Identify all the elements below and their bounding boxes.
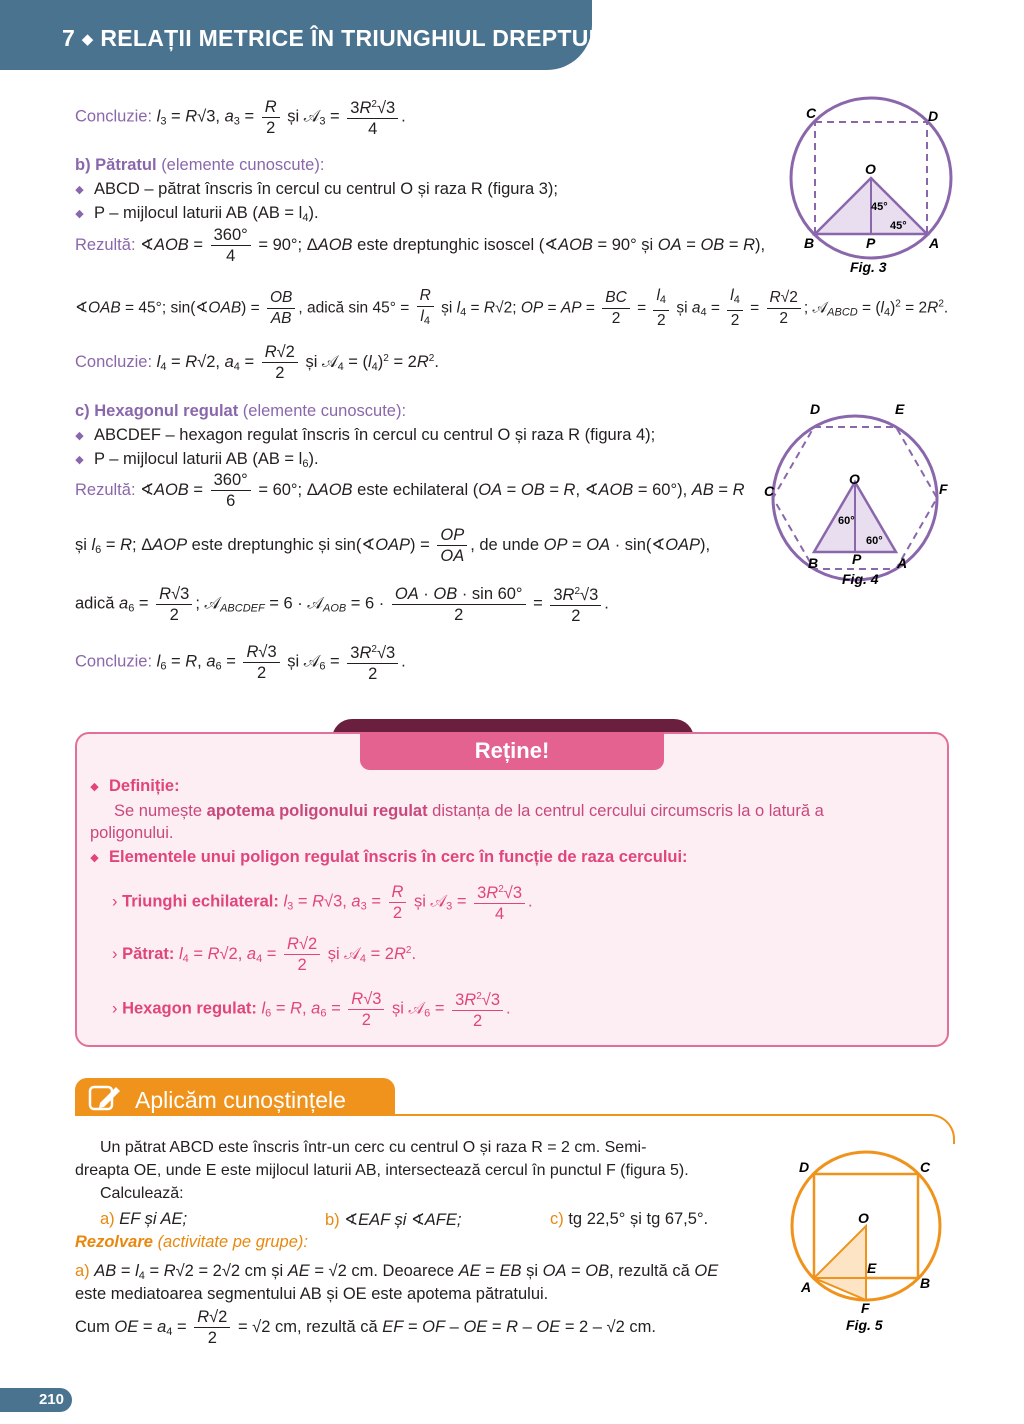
fig5-label: B bbox=[920, 1275, 931, 1291]
patrat-bullet-1: ◆ ABCD – pătrat înscris în cercul cu centrul O și raza R (figura 3); bbox=[75, 180, 558, 198]
fig4-label: O bbox=[849, 471, 860, 487]
page-number: 210 bbox=[0, 1388, 72, 1412]
def-text: poligonului. bbox=[90, 824, 174, 842]
aplicam-problem bbox=[75, 1136, 765, 1205]
hexagon-concluzie: Concluzie: $l_6 = R$, $a_6$ = $\frac{R√3}{2}$ și 𝒜$_6$ = $\frac{3R^2√3}{2}$ . bbox=[75, 640, 406, 684]
patrat-heading bbox=[75, 156, 324, 175]
solution-line-3: Cum OE = $a_4$ = $\frac{R√2}{2}$ = √2 cm, rezultă că EF = OF – OE = R – OE = 2 – √2 cm. bbox=[75, 1308, 656, 1347]
fig3-angle: 45° bbox=[871, 201, 888, 213]
retine-elemente: ◆ Elementele unui poligon regulat înscris în cerc în funcție de raza cercului: bbox=[90, 848, 688, 866]
problem-text: Un pătrat ABCD este înscris într-un cerc cu centrul O și raza R = 2 cm. Semi- bbox=[100, 1139, 647, 1156]
fig4-label: C bbox=[764, 483, 775, 499]
fig3-angle: 45° bbox=[890, 220, 907, 232]
rezolvare-note: (activitate pe grupe): bbox=[157, 1233, 308, 1251]
patrat-label: Pătrat: bbox=[122, 944, 175, 963]
figure-4 bbox=[760, 398, 960, 588]
chevron-right-icon: › bbox=[112, 944, 118, 963]
figure-5 bbox=[790, 1150, 950, 1340]
patrat-bullet-2: ◆ P – mijlocul laturii AB $(AB = l_4)$. bbox=[75, 204, 319, 224]
bullet-text: ABCDEF – hexagon regulat înscris în cercul cu centrul O și raza R (figura 4); bbox=[94, 426, 656, 444]
fig3-label: C bbox=[806, 105, 817, 121]
patrat-formula: ∢OAB = 45°; sin(∢OAB) = $\frac{OB}{AB}$ , adică sin 45° = $\frac{R}{l_4}$ și $l_4 = R√2$; OP = AP = $\frac{BC}{2}$ = $\frac{l_4}{2}$ și $a_4$ = $\frac{l_4}{2}$ = $\frac{R√2}{2}$ ; 𝒜$_{ABCD}$ = $(l_4)^2 = 2R^2$. bbox=[75, 287, 949, 329]
fig3-label: P bbox=[866, 235, 876, 251]
triunghi-label: Triunghi echilateral: bbox=[122, 892, 279, 911]
chapter-number: 7 bbox=[62, 25, 76, 51]
hexagon-heading-note: (elemente cunoscute): bbox=[242, 402, 407, 420]
diamond-icon: ◆ bbox=[81, 31, 94, 48]
chapter-title-text: RELAȚII METRICE ÎN TRIUNGHIUL DREPTUNGHIC bbox=[100, 25, 665, 51]
fig5-label: D bbox=[799, 1159, 810, 1175]
fig4-label: A bbox=[897, 555, 908, 571]
hexagon-arie: adică $a_6$ = $\frac{R√3}{2}$ ; 𝒜$_{ABCDEF}$ = 6 · 𝒜$_{AOB}$ = 6 · $\frac{OA \cdot OB \cdot \sin 60^\circ}{2}$ = $\frac{3R^2√3}{2}$ . bbox=[75, 582, 609, 626]
fig4-angle: 60° bbox=[838, 515, 855, 527]
fig4-label: D bbox=[810, 401, 821, 417]
figure-3 bbox=[780, 90, 980, 280]
hexagon-heading bbox=[75, 402, 406, 421]
fig4-label: E bbox=[895, 401, 905, 417]
item-label: a) bbox=[100, 1210, 115, 1228]
def-text: distanța de la centrul cercului circumscris la o latură a bbox=[432, 802, 824, 820]
chapter-title bbox=[62, 25, 664, 52]
aplicam-title: Aplicăm cunoștințele bbox=[135, 1087, 346, 1113]
fig3-caption: Fig. 3 bbox=[850, 259, 887, 275]
fig3-label: A bbox=[929, 235, 940, 251]
fig3-label: O bbox=[865, 161, 876, 177]
fig4-caption: Fig. 4 bbox=[842, 571, 879, 587]
item-label: b) bbox=[325, 1211, 340, 1229]
bullet-text: ABCD – pătrat înscris în cercul cu centrul O și raza R (figura 3); bbox=[94, 180, 558, 198]
hexagon-label: Hexagon regulat: bbox=[122, 999, 257, 1018]
def-text: Se numește bbox=[114, 802, 203, 820]
bullet-text: P – mijlocul laturii AB (AB = l bbox=[94, 204, 303, 222]
aplicam-item-b bbox=[325, 1210, 461, 1230]
hexagon-heading-text: c) Hexagonul regulat bbox=[75, 402, 239, 420]
solution-line-2: este mediatoarea segmentului AB și OE este apotema pătratului. bbox=[75, 1285, 549, 1303]
fig4-label: F bbox=[939, 481, 948, 497]
item-text: tg 22,5° și tg 67,5°. bbox=[568, 1210, 709, 1228]
concluzie-label: Concluzie: bbox=[75, 652, 153, 671]
problem-text: Calculează: bbox=[100, 1185, 184, 1202]
bullet-text: P – mijlocul laturii AB (AB = l bbox=[94, 450, 303, 468]
fig4-label: B bbox=[808, 555, 819, 571]
fig5-label: E bbox=[867, 1260, 877, 1276]
fig5-label: O bbox=[858, 1210, 869, 1226]
fig3-label: D bbox=[928, 108, 939, 124]
def-bold: apotema poligonului regulat bbox=[206, 802, 428, 820]
fig5-label: A bbox=[801, 1279, 812, 1295]
hexagon-bullet-1: ◆ ABCDEF – hexagon regulat înscris în cercul cu centrul O și raza R (figura 4); bbox=[75, 426, 656, 444]
solution-line-1: a) AB = $l_4 = R√2 = 2√2$ cm și AE = √2 cm. Deoarece AE = EB și OA = OB, rezultă că OE bbox=[75, 1262, 719, 1282]
item-text: ∢EAF și ∢AFE; bbox=[344, 1211, 462, 1229]
fig3-label: B bbox=[804, 235, 815, 251]
patrat-heading-note: (elemente cunoscute): bbox=[161, 156, 325, 174]
hexagon-bullet-2: ◆ P – mijlocul laturii AB $(AB = l_6)$. bbox=[75, 450, 319, 470]
retine-hexagon: › Hexagon regulat: $l_6 = R$, $a_6$ = $\frac{R√3}{2}$ și 𝒜$_6$ = $\frac{3R^2√3}{2}$ . bbox=[112, 987, 511, 1031]
item-label: c) bbox=[550, 1210, 564, 1228]
retine-patrat: › Pătrat: $l_4 = R√2$, $a_4$ = $\frac{R√2}{2}$ și 𝒜$_4$ = $2R^2$. bbox=[112, 935, 417, 974]
aplicam-item-c bbox=[550, 1210, 708, 1229]
retine-definitie: ◆ Definiție: bbox=[90, 777, 180, 795]
retine-definitie-text bbox=[90, 800, 935, 844]
definitie-label: Definiție: bbox=[109, 777, 180, 795]
aplicam-item-a bbox=[100, 1210, 187, 1229]
rezulta-label: Rezultă: bbox=[75, 235, 136, 254]
problem-text: dreapta OE, unde E este mijlocul laturii AB, intersectează cercul în punctul F (figura 5). bbox=[75, 1162, 689, 1179]
fig5-caption: Fig. 5 bbox=[846, 1317, 883, 1333]
chevron-right-icon: › bbox=[112, 892, 118, 911]
fig4-angle: 60° bbox=[866, 535, 883, 547]
fig5-label: F bbox=[861, 1300, 870, 1316]
patrat-rezulta: Rezultă: ∢AOB = $\frac{360^\circ}{4}$ = 90°; ΔAOB este dreptunghic isoscel (∢AOB = 90° și OA = OB = R), bbox=[75, 226, 766, 265]
rezulta-label: Rezultă: bbox=[75, 480, 136, 499]
patrat-concluzie: Concluzie: $l_4 = R√2$, $a_4$ = $\frac{R√2}{2}$ și 𝒜$_4$ = $(l_4)^2 = 2R^2$. bbox=[75, 343, 439, 382]
retine-title: Reține! bbox=[360, 732, 664, 770]
retine-triunghi: › Triunghi echilateral: $l_3 = R√3$, $a_3$ = $\frac{R}{2}$ și 𝒜$_3$ = $\frac{3R^2√3}{4}$ . bbox=[112, 880, 533, 924]
concluzie-label: Concluzie: bbox=[75, 107, 153, 126]
hexagon-sin: și $l_6 = R$; ΔAOP este dreptunghic și sin(∢OAP) = $\frac{OP}{OA}$ , de unde OP = OA · sin(∢OAP), bbox=[75, 526, 711, 565]
triunghi-concluzie: Concluzie: $l_3 = R√3$, $a_3$ = $\frac{R}{2}$ și 𝒜$_3$ = $\frac{3R^2√3}{4}$ . bbox=[75, 95, 406, 139]
patrat-heading-text: b) Pătratul bbox=[75, 156, 157, 174]
fig4-label: P bbox=[852, 551, 862, 567]
hexagon-rezulta: Rezultă: ∢AOB = $\frac{360^\circ}{6}$ = 60°; ΔAOB este echilateral (OA = OB = R, ∢AOB = 60°), AB = R bbox=[75, 471, 745, 510]
concluzie-label: Concluzie: bbox=[75, 352, 153, 371]
fig5-triangle bbox=[814, 1226, 866, 1300]
elemente-label: Elementele unui poligon regulat înscris în cerc în funcție de raza cercului: bbox=[109, 848, 688, 866]
item-text: EF și AE; bbox=[119, 1210, 188, 1228]
rezolvare-label: Rezolvare bbox=[75, 1233, 153, 1251]
rezolvare-heading bbox=[75, 1233, 308, 1252]
pencil-icon bbox=[88, 1083, 122, 1113]
chevron-right-icon: › bbox=[112, 999, 118, 1018]
fig5-label: C bbox=[920, 1159, 931, 1175]
